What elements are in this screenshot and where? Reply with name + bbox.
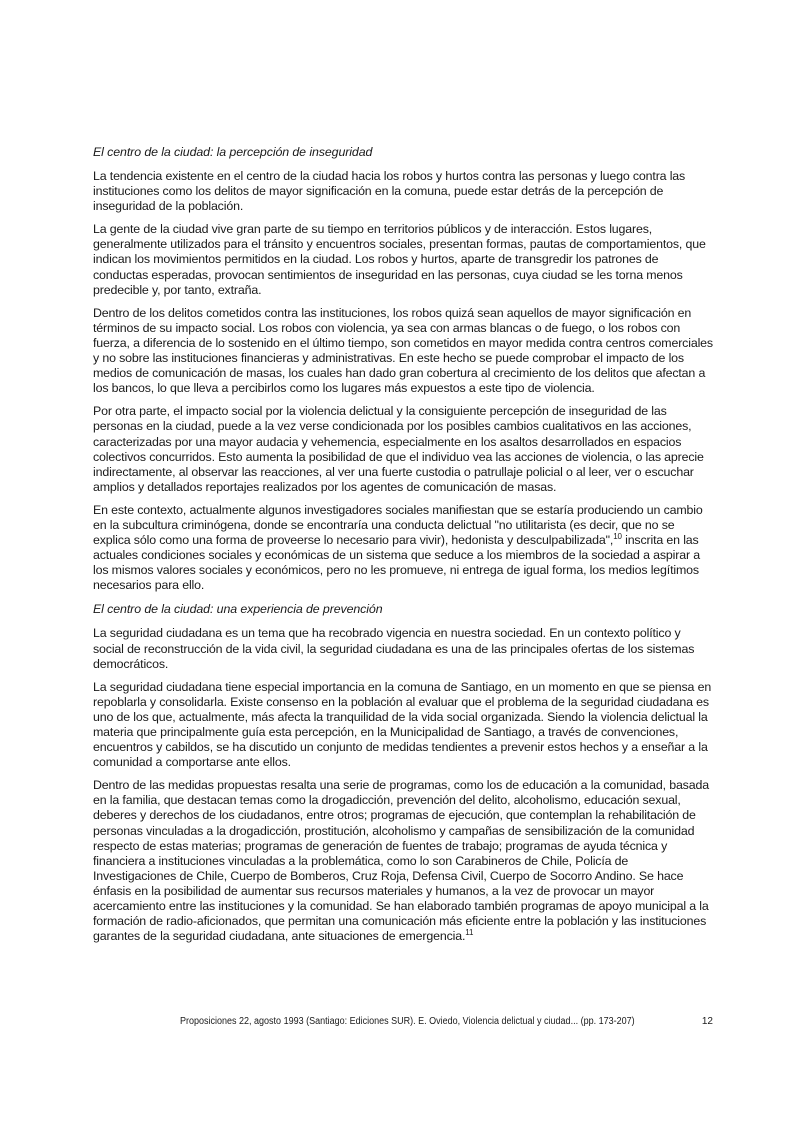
paragraph: Por otra parte, el impacto social por la violencia delictual y la consiguiente percepción de inseguridad de las personas en la ciudad, puede a la vez verse condicionada por los posibles cambios cualitativos en las acciones, caracterizadas por una mayor audacia y vehemencia, especialmente en los asaltos desarrollados en espacios colectivos concurridos. Esto aumenta la posibilidad de que el individuo vea las acciones de violencia, o las aprecie indirectamente, al observar las reacciones, al ver una fuerte custodia o patrullaje policial o al leer, ver o escuchar amplios y detallados reportajes realizados por los agentes de comunicación de masas.: [93, 404, 704, 494]
footnote-marker[interactable]: 10: [613, 531, 622, 541]
page-number: 12: [701, 1016, 713, 1027]
paragraph-with-footnote: [93, 778, 713, 944]
document-body: [93, 144, 713, 952]
paragraph: La gente de la ciudad vive gran parte de su tiempo en territorios públicos y de interacción. Estos lugares, generalmente utilizados para el tránsito y encuentros sociales, presentan formas, pautas de comportamientos, que indican los movimientos permitidos en la ciudad. Los robos y hurtos, aparte de transgredir los patrones de conductas esperadas, provocan sentimientos de inseguridad en las personas, cuya ciudad se les torna menos predecible y, por tanto, extraña.: [93, 222, 706, 297]
paragraph-text: Dentro de las medidas propuestas resalta una serie de programas, como los de educación a la comunidad, basada en la familia, que destacan temas como la drogadicción, prevención del delito, alcoholismo, educación sexual, deberes y derechos de los ciudadanos, entre otros; programas de ejecución, que contemplan la rehabilitación de personas vinculadas a la drogadicción, prostitución, alcoholismo y campañas de sensibilización de la comunidad respecto de estas materias; programas de generación de fuentes de trabajo; programas de ayuda técnica y financiera a instituciones vinculadas a la problemática, como lo son Carabineros de Chile, Policía de Investigaciones de Chile, Cuerpo de Bomberos, Cruz Roja, Defensa Civil, Cuerpo de Socorro Andino. Se hace énfasis en la posibilidad de aumentar sus recursos materiales y humanos, a la vez de provocar un mayor acercamiento entre las instituciones y la comunidad. Se han elaborado también programas de apoyo municipal a la formación de radio-aficionados, que permitan una comunicación más eficiente entre la población y las instituciones garantes de la seguridad ciudadana, ante situaciones de emergencia.: [93, 778, 709, 944]
paragraph: La seguridad ciudadana tiene especial importancia en la comuna de Santiago, en un momento en que se piensa en repoblarla y consolidarla. Existe consenso en la población al evaluar que el problema de la seguridad ciudadana es uno de los que, actualmente, más afecta la tranquilidad de la vida social organizada. Siendo la violencia delictual la materia que principalmente guía esta percepción, en la Municipalidad de Santiago, a través de convenciones, encuentros y cabildos, se ha discutido un conjunto de medidas tendientes a prevenir estos hechos y a enseñar a la comunidad a comportarse ante ellos.: [93, 679, 712, 770]
section-heading-prevention: El centro de la ciudad: una experiencia de prevención: [93, 602, 383, 617]
page-footer: [180, 1015, 713, 1029]
section-heading-perception: El centro de la ciudad: la percepción de inseguridad: [93, 145, 373, 159]
paragraph-text: inscrita en las actuales condiciones sociales y económicas de un sistema que seduce a los miembros de la sociedad a aspirar a los mismos valores sociales y económicos, pero no les promueve, ni entrega de igual forma, los medios legítimos necesarios para ello.: [93, 533, 700, 593]
paragraph: Dentro de los delitos cometidos contra las instituciones, los robos quizá sean aquellos de mayor significación en términos de su impacto social. Los robos con violencia, ya sea con armas blancas o de fuego, o los robos con fuerza, a diferencia de lo sostenido en el último tiempo, son cometidos en mayor medida contra centros comerciales y no sobre las instituciones financieras y administrativas. En este hecho se puede comprobar el impacto de los medios de comunicación de masas, los cuales han dado gran cobertura al crecimiento de los delitos que afectan a los bancos, lo que lleva a percibirlos como los lugares más expuestos a este tipo de violencia.: [93, 305, 713, 396]
paragraph-text: En este contexto, actualmente algunos investigadores sociales manifiestan que se estaría produciendo un cambio en la subcultura criminógena, donde se encontraría una conducta delictual "no utilitarista (es decir, que no se explica sólo como una forma de proveerse lo necesario para vivir), hedonista y desculpabilizada",: [93, 502, 703, 548]
footnote-marker[interactable]: 11: [465, 928, 474, 938]
paragraph-with-footnote: [93, 503, 713, 594]
paragraph: La seguridad ciudadana es un tema que ha recobrado vigencia en nuestra sociedad. En un contexto político y social de reconstrucción de la vida civil, la seguridad ciudadana es una de las principales ofertas de los sistemas democráticos.: [93, 626, 695, 671]
footer-citation: Proposiciones 22, agosto 1993 (Santiago: Ediciones SUR). E. Oviedo, Violencia delictual y ciudad... (pp. 173-207): [180, 1016, 635, 1027]
paragraph: La tendencia existente en el centro de la ciudad hacia los robos y hurtos contra las personas y luego contra las instituciones como los delitos de mayor significación en la comuna, puede estar detrás de la percepción de inseguridad de la población.: [93, 169, 686, 214]
